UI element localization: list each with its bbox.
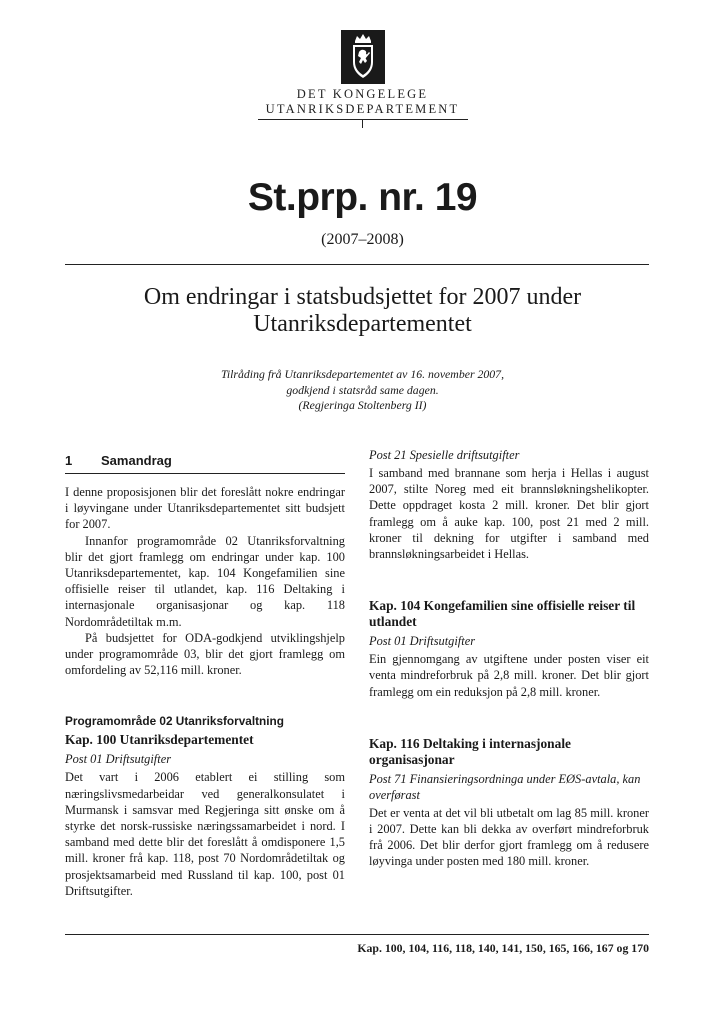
kap116-post71-text: Det er venta at det vil bli utbetalt om lag 85 mill. kroner i 2007. Dette kan bli dekka av overført mindreforbruk frå 2006. Det blir derfor gjort framlegg om å redusere løyvinga under posten med 180 mill. kroner. bbox=[369, 805, 649, 869]
kap104-post01-heading: Post 01 Driftsutgifter bbox=[369, 634, 476, 649]
section-title: Samandrag bbox=[101, 453, 172, 468]
summary-paragraph-2: Innanfor programområde 02 Utanriksforvaltning blir det gjort framlegg om endringar under kap. 100 Utanriksdepartementet, kap. 104 Kongefamilien sine offisielle reiser til utlandet, kap. 116 Deltaking i internasjonale organisasjonar og kap. 118 Nordområdetiltak m.m. bbox=[65, 533, 345, 629]
session-years: (2007–2008) bbox=[321, 231, 404, 248]
coat-of-arms-icon bbox=[341, 30, 385, 84]
org-name-line2: UTANRIKSDEPARTEMENT bbox=[265, 102, 460, 116]
recommendation-line3: (Regjeringa Stoltenberg II) bbox=[298, 398, 427, 412]
programme-area-heading: Programområde 02 Utanriksforvaltning bbox=[65, 714, 284, 729]
org-underline-tick bbox=[362, 120, 363, 128]
kap116-heading: Kap. 116 Deltaking i internasjonale organisasjonar bbox=[369, 735, 571, 767]
kap100-post01-text: Det vart i 2006 etablert ei stilling som næringslivsmedarbeidar ved generalkonsulatet i Murmansk i samsvar med Regjeringa sitt ønske om å styrke det norsk-russiske næringssamarbeidet i nord. I samband med dette blir det foreslått å omdisponere 1,5 mill. kroner frå kap. 118, post 70 Nordområdetiltak og prosjektsamarbeid med Russland til kap. 100, post 01 Driftsutgifter. bbox=[65, 770, 345, 898]
section-number: 1 bbox=[65, 453, 73, 468]
footer-divider bbox=[65, 934, 649, 935]
document-title: St.prp. nr. 19 bbox=[247, 176, 478, 219]
kap104-post01-text: Ein gjennomgang av utgiftene under posten viser eit venta mindreforbruk på 2,8 mill. kroner. Det blir gjort framlegg om ein reduksjon på 2,8 mill. kroner. bbox=[369, 652, 649, 699]
kap116-post71-heading: Post 71 Finansieringsordninga under EØS-avtala, kan overførast bbox=[369, 771, 641, 802]
recommendation-line2: godkjend i statsråd same dagen. bbox=[286, 382, 439, 397]
kap100-post21-heading: Post 21 Spesielle driftsutgifter bbox=[369, 448, 520, 462]
kap100-heading: Kap. 100 Utanriksdepartementet bbox=[65, 732, 254, 748]
ministry-logo bbox=[0, 30, 725, 128]
kap100-post01-heading: Post 01 Driftsutgifter bbox=[65, 752, 172, 767]
title-divider bbox=[65, 264, 649, 265]
kap100-post21-text: I samband med brannane som herja i Hellas i august 2007, stilte Noreg med eit brannsløkningshelikopter. Dette oppdraget kosta 2 mill. kroner. Det blir gjort framlegg om å auke kap. 100, post 21 med 2 mill. kroner til dekning for utgifter i samband med brannsløkningsarbeidet i Hellas. bbox=[369, 466, 649, 562]
left-column bbox=[65, 447, 345, 899]
recommendation-block bbox=[120, 367, 605, 414]
section-heading-summary bbox=[65, 453, 345, 474]
right-column bbox=[369, 447, 649, 870]
kap104-heading: Kap. 104 Kongefamilien sine offisielle reiser til utlandet bbox=[369, 598, 636, 630]
footer-chapter-list: Kap. 100, 104, 116, 118, 140, 141, 150, 165, 166, 167 og 170 bbox=[357, 941, 649, 955]
document-heading: Om endringar i statsbudsjettet for 2007 under Utanriksdepartementet bbox=[143, 284, 582, 337]
summary-paragraph-1: I denne proposisjonen blir det foreslått nokre endringar i løyvingane under Utanriksdepartementet sitt budsjett for 2007. bbox=[65, 485, 345, 532]
recommendation-line1: Tilråding frå Utanriksdepartementet av 16. november 2007, bbox=[220, 367, 505, 381]
org-name-line1: DET KONGELEGE bbox=[296, 87, 429, 101]
summary-paragraph-3: På budsjettet for ODA-godkjend utviklingshjelp under programområde 03, blir det gjort framlegg om omfordeling av 52,116 mill. kroner. bbox=[65, 630, 345, 678]
